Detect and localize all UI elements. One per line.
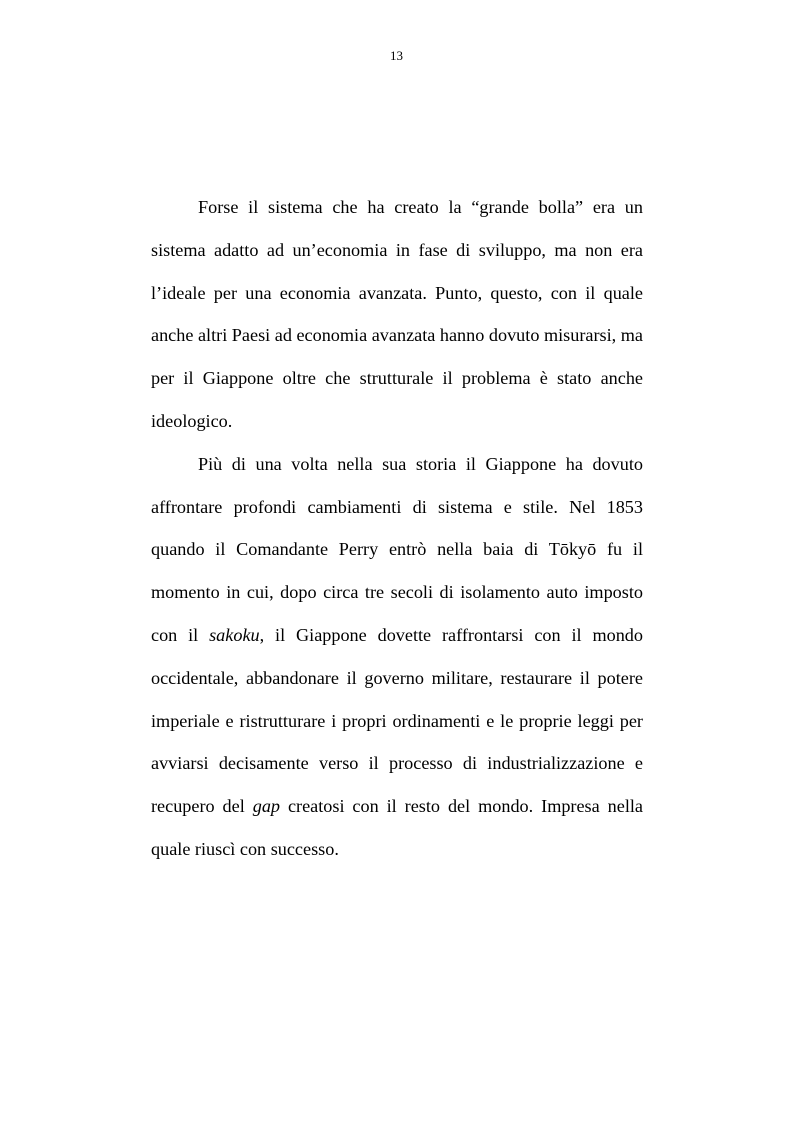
paragraph-2-segment-2: , il Giappone dovette raffrontarsi con il mondo occidentale, abbandonare il governo militare, restaurare il potere imperiale e ristrutturare i propri ordinamenti e le proprie leggi per avviarsi decisamente verso il processo di industrializzazione e recupero del xyxy=(151,624,643,817)
paragraph-2 xyxy=(151,443,643,871)
paragraph-1 xyxy=(151,186,643,443)
italic-term-sakoku: sakoku xyxy=(209,624,260,645)
page-number: 13 xyxy=(390,48,403,63)
italic-term-gap: gap xyxy=(252,796,280,817)
paragraph-2-segment-3: creatosi con il resto del mondo. Impresa nella quale riuscì con successo. xyxy=(151,796,643,859)
paragraph-2-segment-1: Più di una volta nella sua storia il Giappone ha dovuto affrontare profondi cambiamenti di sistema e stile. Nel 1853 quando il Comandante Perry entrò nella baia di Tōkyō fu il momento in cui, dopo circa tre secoli di isolamento auto imposto con il xyxy=(151,453,643,645)
paragraph-1-text: Forse il sistema che ha creato la “grande bolla” era un sistema adatto ad un’economia in fase di sviluppo, ma non era l’ideale per una economia avanzata. Punto, questo, con il quale anche altri Paesi ad economia avanzata hanno dovuto misurarsi, ma per il Giappone oltre che strutturale il problema è stato anche ideologico. xyxy=(151,197,643,431)
body-text xyxy=(151,186,643,871)
